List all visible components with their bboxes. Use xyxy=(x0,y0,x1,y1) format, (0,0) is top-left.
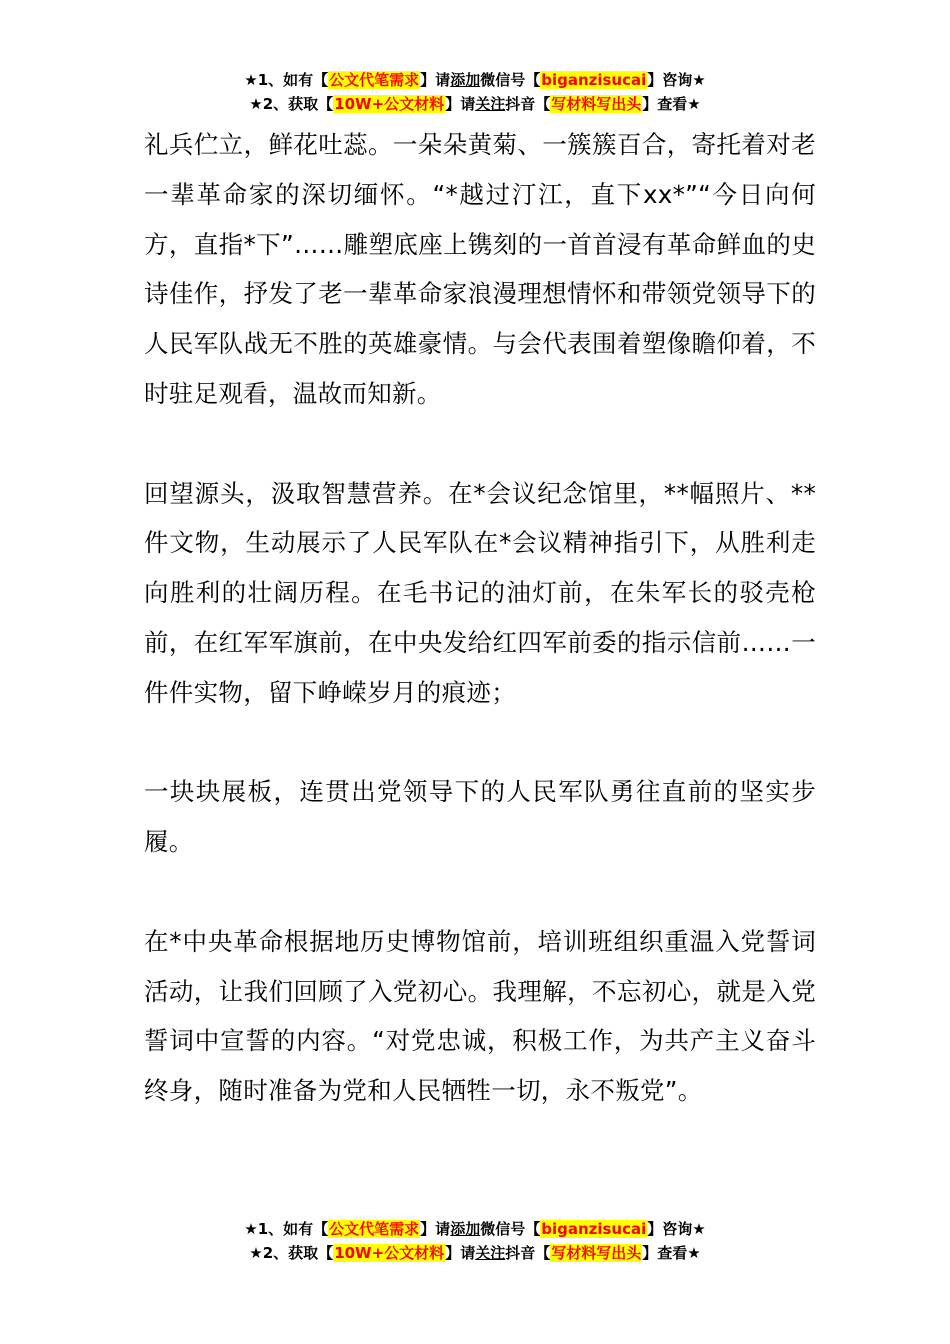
douyin-account-highlight: 写材料写出头 xyxy=(551,95,642,113)
paragraph-spacer xyxy=(144,718,816,768)
paragraph-2: 回望源头，汲取智慧营养。在*会议纪念馆里，**幅照片、**件文物，生动展示了人民军队在*会议精神指引下，从胜利走向胜利的壮阔历程。在毛书记的油灯前，在朱军长的驳壳枪前，在红军军旗前，在中央发给红四军前委的指示信前……一件件实物，留下峥嵘岁月的痕迹； xyxy=(144,478,816,707)
paragraph-4: 在*中央革命根据地历史博物馆前，培训班组织重温入党誓词活动，让我们回顾了入党初心。我理解，不忘初心，就是入党誓词中宣誓的内容。“对党忠诚，积极工作，为共产主义奋斗终身，随时准备为党和人民牺牲一切，永不叛党”。 xyxy=(144,926,816,1106)
wechat-id-highlight: biganzisucai xyxy=(541,1220,647,1238)
paragraph-1: 礼兵伫立，鲜花吐蕊。一朵朵黄菊、一簇簇百合，寄托着对老一辈革命家的深切缅怀。“*越过汀江，直下xx*”“今日向何方，直指*下”……雕塑底座上镌刻的一首首浸有革命鲜血的史诗佳作，抒发了老一辈革命家浪漫理想情怀和带领党领导下的人民军队战无不胜的英雄豪情。与会代表围着塑像瞻仰着，不时驻足观看，温故而知新。 xyxy=(144,130,816,408)
header-banner xyxy=(0,68,950,116)
header-line-2: ★2、获取【10W+公文材料】请关注抖音【写材料写出头】查看★ xyxy=(249,95,701,113)
wechat-id-highlight: biganzisucai xyxy=(541,71,647,89)
document-body xyxy=(144,120,816,1116)
materials-highlight: 10W+公文材料 xyxy=(334,95,445,113)
materials-highlight: 10W+公文材料 xyxy=(334,1244,445,1262)
service-highlight: 公文代笔需求 xyxy=(329,71,420,89)
header-line-1: ★1、如有【公文代笔需求】请添加微信号【biganzisucai】咨询★ xyxy=(244,71,706,89)
paragraph-3: 一块块展板，连贯出党领导下的人民军队勇往直前的坚实步履。 xyxy=(144,777,816,857)
service-highlight: 公文代笔需求 xyxy=(329,1220,420,1238)
paragraph-spacer xyxy=(144,867,816,917)
douyin-account-highlight: 写材料写出头 xyxy=(551,1244,642,1262)
paragraph-spacer xyxy=(144,419,816,469)
footer-banner xyxy=(0,1217,950,1265)
footer-line-2: ★2、获取【10W+公文材料】请关注抖音【写材料写出头】查看★ xyxy=(249,1244,701,1262)
footer-line-1: ★1、如有【公文代笔需求】请添加微信号【biganzisucai】咨询★ xyxy=(244,1220,706,1238)
